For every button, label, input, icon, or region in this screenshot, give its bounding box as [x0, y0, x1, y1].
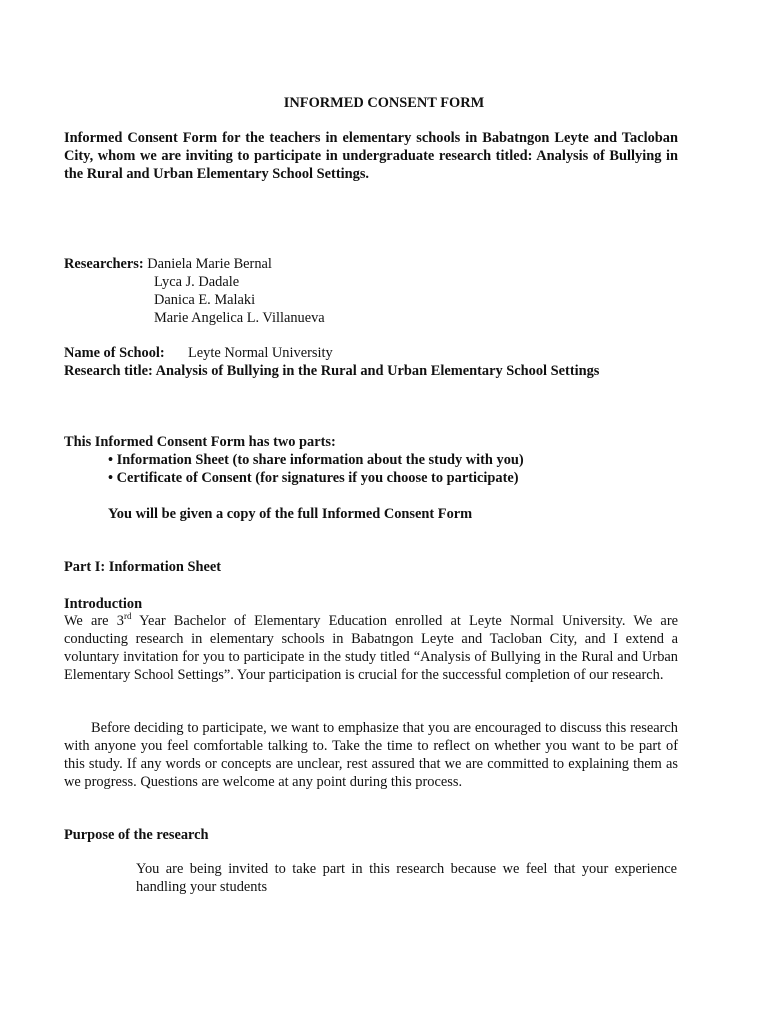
school-line — [64, 344, 678, 362]
school-name: Leyte Normal University — [188, 345, 333, 361]
school-label: Name of School: — [64, 345, 165, 361]
part1-heading: Part I: Information Sheet — [64, 559, 222, 575]
researchers-label: Researchers: — [64, 256, 144, 272]
purpose-heading: Purpose of the research — [64, 827, 209, 843]
purpose-paragraph: You are being invited to take part in this research because we feel that your experience handling your students — [136, 861, 677, 895]
researcher-name: Danica E. Malaki — [154, 292, 256, 308]
introduction-heading: Introduction — [64, 596, 143, 612]
intro-text-b: Year Bachelor of Elementary Education enrolled at Leyte Normal University. We are conducting research in elementary schools in Babatngon Leyte and Tacloban City, and I extend a voluntary invitation for you to participate in the study titled “Analysis of Bullying in the Rural and Urban Elementary School Settings”. Your participation is crucial for the successful completion of our research. — [64, 613, 678, 683]
researcher-name: Marie Angelica L. Villanueva — [154, 310, 325, 326]
page-title: INFORMED CONSENT FORM — [283, 95, 485, 111]
researcher-name: Daniela Marie Bernal — [147, 256, 272, 272]
intro-statement: Informed Consent Form for the teachers in elementary schools in Babatngon Leyte and Tacloban City, whom we are inviting to participate in undergraduate research titled: Analysis of Bullying in the Rural and Urban Elementary School Settings. — [64, 130, 678, 182]
copy-note: You will be given a copy of the full Informed Consent Form — [108, 506, 473, 522]
parts-heading: This Informed Consent Form has two parts: — [64, 434, 336, 450]
researcher-name: Lyca J. Dadale — [154, 274, 240, 290]
intro-text-a: We are 3 — [64, 613, 124, 629]
introduction-paragraph-1 — [64, 612, 678, 684]
parts-list-item: • Information Sheet (to share information about the study with you) — [108, 452, 524, 468]
parts-list-item: • Certificate of Consent (for signatures if you choose to participate) — [108, 470, 519, 486]
researchers-line — [64, 255, 678, 273]
ordinal-suffix: rd — [123, 611, 132, 622]
research-title-line: Research title: Analysis of Bullying in the Rural and Urban Elementary School Settings — [64, 363, 600, 379]
introduction-paragraph-2: Before deciding to participate, we want to emphasize that you are encouraged to discuss this research with anyone you feel comfortable talking to. Take the time to reflect on whether you want to be part of this study. If any words or concepts are unclear, rest assured that we are committed to explaining them as we progress. Questions are welcome at any point during this process. — [64, 720, 678, 790]
